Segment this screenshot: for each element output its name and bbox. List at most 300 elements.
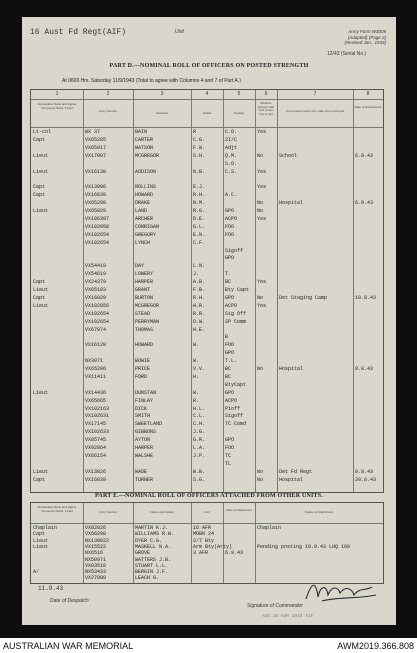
initials-cell: R.H. [193, 294, 206, 301]
column-header-army-number: Army Number [98, 510, 118, 514]
table-row [31, 366, 383, 373]
army-number-cell: VX66154 [85, 452, 107, 459]
form-identifier [306, 29, 386, 46]
initials-cell: W. [193, 342, 200, 349]
table-row [31, 200, 383, 207]
posting-cell: ACPO [225, 397, 238, 404]
surname-cell: DUNSTAN [135, 389, 157, 396]
name-cell: STUART L.L. [135, 562, 169, 569]
name-cell: DYER C.G. [135, 537, 163, 544]
name-cell: MARTIN K.J. [135, 525, 169, 531]
posting-cell: FOO [225, 231, 235, 238]
rank-cell: Capt [33, 294, 46, 301]
employment-cell: Hospital [279, 366, 304, 372]
surname-cell: BURTON [135, 294, 154, 301]
detachment-date-cell: 6.9.43 [355, 200, 374, 207]
posting-cell: GPO [225, 294, 235, 301]
posting-cell: FOO [225, 445, 235, 451]
posting-cell: GPO [225, 255, 235, 262]
posting-cell: T.L. [225, 358, 238, 365]
detachment-date-cell: 6.9.43 [355, 152, 374, 159]
present-cell: No [257, 468, 264, 475]
column-header-rank: Substantive Rank and Higher Temporary Rank, if held [37, 102, 77, 110]
table-row [31, 184, 383, 191]
initials-cell: H.L. [193, 405, 206, 412]
surname-cell: GRANT [135, 287, 151, 293]
received-stamp: AUG 10 A4M 1943 AIF [262, 614, 314, 619]
posting-cell: Sigoff [225, 413, 244, 420]
surname-cell: WADE [135, 468, 148, 475]
table-row [31, 169, 383, 176]
column-header-present: Whether present with Unit (insert Yes or No) [257, 101, 275, 116]
initials-cell: L.A. [193, 445, 206, 451]
table-row [31, 192, 383, 199]
army-number-cell: VX66298 [85, 531, 107, 538]
table-row [31, 248, 383, 255]
table-row [31, 311, 383, 318]
initials-cell: H.E. [193, 326, 206, 333]
army-number-cell: VX106307 [85, 215, 110, 222]
rank-cell: Capt [33, 136, 46, 143]
initials-cell: N.B. [193, 168, 206, 175]
initials-cell: D.E. [193, 215, 206, 222]
table-row [31, 208, 383, 215]
table-row [31, 350, 383, 357]
initials-cell: C.G. [193, 136, 206, 143]
col-number: 2 [106, 91, 110, 97]
detachment-date-cell: 9.8.43 [355, 468, 374, 475]
army-number-cell: VX65206 [85, 366, 107, 372]
surname-cell: LYNCH [135, 239, 151, 246]
document-page [22, 17, 396, 625]
table-row [31, 137, 383, 144]
table-row [31, 569, 383, 575]
army-number-cell: VX85745 [85, 437, 107, 444]
surname-cell: CORRIGAN [135, 223, 160, 230]
posting-cell: ACPO [225, 302, 238, 309]
initials-cell: S.G. [193, 476, 206, 483]
surname-cell: MCGREGOR [135, 152, 160, 159]
column-header-employment: If not present with Unit, state how employed [285, 109, 345, 113]
rank-cell: Lieut [33, 389, 49, 396]
detachment-date-cell: 9.8.43 [355, 366, 374, 372]
surname-cell: HOWARD [135, 342, 154, 349]
posting-cell: FOO [225, 342, 235, 349]
initials-cell: R. [193, 397, 200, 404]
posting-cell: C.O. [225, 129, 238, 135]
army-number-cell: VX13996 [85, 184, 107, 191]
name-cell: WATTERS J.B. [135, 556, 172, 563]
army-number-cell: VX17145 [85, 421, 107, 428]
column-header-unit: Unit [204, 510, 210, 514]
commander-signature-label: Signature of Commander [247, 603, 303, 609]
initials-cell: A.B. [193, 279, 206, 286]
army-number-cell: VX16039 [85, 192, 107, 199]
table-row [31, 445, 383, 452]
posting-cell: C.S. [225, 168, 238, 175]
initials-cell: J.G. [193, 429, 206, 436]
surname-cell: MCGREGOR [135, 302, 160, 309]
initials-cell: W. [193, 389, 200, 396]
rank-cell: Capt [33, 184, 46, 191]
army-number-cell: VX13826 [85, 468, 107, 475]
commander-signature [302, 577, 382, 607]
initials-cell: G.R. [193, 437, 206, 444]
table-row [31, 374, 383, 381]
table-row [31, 334, 383, 341]
posting-cell: Pioff [225, 405, 241, 412]
table-row [31, 216, 383, 223]
surname-cell: LOWERY [135, 271, 154, 278]
army-number-cell: VX102631 [85, 413, 110, 420]
initials-cell: R.H. [193, 192, 206, 199]
form-line: (Adapted) (Page 2) [347, 34, 386, 40]
unit-cell: 16 AFR [193, 525, 212, 531]
army-number-cell: VX16039 [85, 476, 107, 483]
surname-cell: HOWARD [135, 192, 154, 199]
surname-cell: DICK [135, 405, 148, 412]
present-cell: No [257, 208, 264, 214]
army-number-cell: VX102654 [85, 318, 110, 325]
employment-cell: Det Fd Regt [279, 468, 313, 475]
table-row [31, 437, 383, 444]
table-row [31, 477, 383, 484]
table-row [31, 469, 383, 476]
army-number-cell: NX138022 [85, 537, 110, 544]
col-number: 5 [237, 91, 241, 97]
army-number-cell: NX6516 [85, 550, 104, 557]
table-row [31, 382, 383, 389]
army-number-cell: VX17007 [85, 152, 107, 159]
detachment-date-cell: 10.8.43 [355, 294, 377, 301]
present-cell: Yes [257, 184, 267, 191]
initials-cell: C.L. [193, 413, 206, 420]
army-number-cell: VX65298 [85, 200, 107, 207]
unit-cell: 3 AFR [193, 550, 209, 557]
posting-cell: TC [225, 452, 232, 459]
detachment-date-cell: 20.8.43 [355, 476, 377, 483]
initials-cell: E.N. [193, 231, 206, 238]
column-header-attachment-date: Date of Attachment [226, 508, 252, 512]
surname-cell: BAIN [135, 129, 148, 135]
unit-cell: Arm Bty(Arty) [193, 543, 233, 550]
surname-cell: HARPER [135, 445, 154, 451]
archive-caption: AUSTRALIAN WAR MEMORIAL [3, 641, 134, 651]
army-number-cell: VX102856 [85, 302, 110, 309]
army-number-cell: VX67974 [85, 326, 107, 333]
initials-cell: F.W. [193, 144, 206, 151]
surname-cell: FORD [135, 373, 148, 380]
employment-cell: Det Staging Camp [279, 294, 328, 301]
surname-cell: WATSON [135, 144, 154, 151]
surname-cell: WALSHE [135, 452, 154, 459]
rank-cell: A/ [33, 569, 40, 576]
unit-value: 16 Aust Fd Regt(AIF) [30, 28, 127, 37]
army-number-cell: VX65029 [85, 208, 107, 214]
column-header-detachment-date: Date of Detachment [354, 105, 382, 109]
rank-cell: Lieut [33, 302, 49, 309]
employment-cell: Hospital [279, 476, 304, 483]
table-row [31, 279, 383, 286]
table-row [31, 398, 383, 405]
posting-cell: A.C. [225, 192, 238, 199]
posting-cell: Adjt [225, 144, 238, 151]
army-number-cell: VX65665 [85, 397, 107, 404]
part-d-subtitle: At 0600 Hrs. Saturday 11/9/1943 (Total to agree with Columns 4 and 7 of Part A.) [62, 78, 241, 84]
posting-cell: Bty Capt [225, 287, 250, 293]
rank-cell: Lt-col [33, 129, 52, 135]
initials-cell: H.R. [193, 302, 206, 309]
table-row [31, 342, 383, 349]
col-number: 3 [160, 91, 164, 97]
army-number-cell: VX92864 [85, 445, 107, 451]
attachment-nature-cell: Chaplain [257, 525, 282, 531]
army-number-cell: NX53433 [85, 569, 107, 576]
initials-cell: R.R. [193, 310, 206, 317]
surname-cell: GREGORY [135, 231, 157, 238]
army-number-cell: VX54410 [85, 263, 107, 270]
table-row [31, 413, 383, 420]
initials-cell: F.B. [193, 287, 206, 293]
col-number: 1 [55, 91, 59, 97]
rank-cell: Capt [33, 531, 46, 538]
surname-cell: THOMAS [135, 326, 154, 333]
table-row [31, 327, 383, 334]
present-cell: No [257, 366, 264, 372]
attachment-date-cell: 6.9.43 [225, 550, 244, 557]
rank-cell: Lieut [33, 537, 49, 544]
army-number-cell: NX3971 [85, 358, 104, 365]
present-cell: No [257, 152, 264, 159]
table-row [31, 263, 383, 270]
posting-cell: GPO [225, 437, 235, 444]
posting-cell: GPO [225, 350, 235, 357]
table-row [31, 550, 383, 556]
rank-cell: Lieut [33, 208, 49, 214]
initials-cell: G.L. [193, 223, 206, 230]
serial-number: 12/43 (Serial No.) [327, 51, 367, 57]
attachment-nature-cell: Pending posting 10.9.43 LHQ 160 [257, 543, 351, 550]
column-header-posting: Posting [233, 111, 244, 115]
column-header-army-number: Army Number [98, 109, 118, 113]
posting-cell: TL [225, 460, 232, 467]
employment-cell: School [279, 152, 298, 159]
army-number-cell: VX102654 [85, 310, 110, 317]
army-number-cell: VX65285 [85, 136, 107, 143]
col-number: 7 [313, 91, 317, 97]
rank-cell: Lieut [33, 168, 49, 175]
present-cell: No [257, 200, 264, 207]
army-number-cell: NX50971 [85, 556, 107, 563]
initials-cell: J.P. [193, 452, 206, 459]
army-number-cell: VX82026 [85, 525, 107, 531]
surname-cell: SWEETLAND [135, 421, 163, 428]
posting-cell: Sig Off [225, 310, 247, 317]
table-row [31, 461, 383, 468]
posting-cell: Sigoff [225, 247, 244, 254]
initials-cell: L.N. [193, 263, 206, 270]
present-cell: Yes [257, 215, 267, 222]
posting-cell: BC [225, 366, 232, 372]
table-row [31, 429, 383, 436]
name-cell: GROVE [135, 550, 151, 557]
army-number-cell: VX102654 [85, 231, 110, 238]
posting-cell: GPO [225, 208, 235, 214]
name-cell: MASKELL N.A. [135, 543, 172, 550]
table-row [31, 557, 383, 563]
table-row [31, 287, 383, 294]
table-row [31, 525, 383, 531]
table-row [31, 255, 383, 262]
table-row [31, 531, 383, 537]
army-number-cell: VX24379 [85, 279, 107, 286]
posting-cell: S.O. [225, 160, 238, 167]
army-number-cell: VX15522 [85, 543, 107, 550]
form-line: Army Form W3009 [348, 29, 386, 34]
employment-cell: Hospital [279, 200, 304, 207]
col-number: 6 [264, 91, 268, 97]
rank-cell: Lieut [33, 468, 49, 475]
surname-cell: BOWIE [135, 358, 151, 365]
table-row [31, 390, 383, 397]
table-row [31, 421, 383, 428]
surname-cell: TURNER [135, 476, 154, 483]
table-row [31, 453, 383, 460]
surname-cell: PRICE [135, 366, 151, 372]
rank-cell: Chaplain [33, 525, 58, 531]
unit-cell: MOBN 24 [193, 531, 215, 538]
surname-cell: ADDISON [135, 168, 157, 175]
army-number-cell: VX102163 [85, 405, 110, 412]
surname-cell: ROLLINS [135, 184, 157, 191]
surname-cell: SMITH [135, 413, 151, 420]
posting-cell: TC Comd [225, 421, 247, 428]
surname-cell: LAND [135, 208, 148, 214]
posting-cell: BC [225, 373, 232, 380]
unit-cell: 2/7 Bty [193, 537, 215, 544]
surname-cell: ARCHER [135, 215, 154, 222]
initials-cell: E.J. [193, 184, 206, 191]
table-row [31, 295, 383, 302]
part-d-title: PART D.—NOMINAL ROLL OF OFFICERS ON POSTED STRENGTH [109, 63, 309, 69]
column-header-initials: Initials [202, 111, 212, 115]
column-header-attachment-nature: Nature of Attachment [304, 510, 334, 514]
posting-cell: FOO [225, 223, 235, 230]
initials-cell: W.B. [193, 468, 206, 475]
table-row [31, 538, 383, 544]
table-row [31, 358, 383, 365]
present-cell: No [257, 476, 264, 483]
army-number-cell: VX16130 [85, 168, 107, 175]
army-number-cell: VX83510 [85, 562, 107, 569]
surname-cell: DAY [135, 263, 145, 270]
army-number-cell: VX14436 [85, 389, 107, 396]
unit-label: Unit [175, 29, 184, 35]
posting-cell: 2P Comm [225, 318, 247, 325]
initials-cell: C.F. [193, 239, 206, 246]
army-number-cell: VX65017 [85, 144, 107, 151]
posting-cell: T. [225, 271, 232, 278]
surname-cell: FINLAY [135, 397, 154, 404]
present-cell: Yes [257, 168, 267, 175]
initials-cell: J. [193, 271, 200, 278]
army-number-cell: VX27800 [85, 575, 107, 582]
army-number-cell: VX102958 [85, 223, 110, 230]
name-cell: WILLIAMS R.W. [135, 531, 175, 538]
surname-cell: AYTON [135, 437, 151, 444]
initials-cell: R.G. [193, 208, 206, 214]
initials-cell: N.M. [193, 200, 206, 207]
army-number-cell: VX16029 [85, 294, 107, 301]
initials-cell: R [193, 129, 197, 135]
table-row [31, 303, 383, 310]
initials-cell: S.H. [193, 152, 206, 159]
surname-cell: PERRYMAN [135, 318, 160, 325]
present-cell: Yes [257, 279, 267, 286]
posting-cell: Q.M. [225, 152, 238, 159]
table-row [31, 153, 383, 160]
posting-cell: BC [225, 279, 232, 286]
initials-cell: W. [193, 358, 200, 365]
rank-cell: Lieut [33, 543, 49, 550]
army-number-cell: VX102633 [85, 429, 110, 436]
table-row [31, 232, 383, 239]
part-d-table [30, 89, 384, 493]
archive-accession-number: AWM2019.366.808 [337, 641, 414, 651]
initials-cell: C.H. [193, 421, 206, 428]
army-number-cell: WX 37 [85, 129, 101, 135]
table-row [31, 563, 383, 569]
rank-cell: Capt [33, 279, 46, 286]
surname-cell: STEAD [135, 310, 151, 317]
table-row [31, 240, 383, 247]
present-cell: Yes [257, 302, 267, 309]
name-cell: LEACH G. [135, 575, 160, 582]
table-row [31, 145, 383, 152]
surname-cell: HARPER [135, 279, 154, 286]
initials-cell: V.V. [193, 366, 206, 372]
surname-cell: GIBBONS [135, 429, 157, 436]
army-number-cell: VX11411 [85, 373, 107, 380]
despatch-date-label: Date of Despatch [50, 598, 89, 604]
despatch-date: 11.9.43 [38, 585, 64, 592]
rank-cell: Capt [33, 476, 46, 483]
posting-cell: 2I/C [225, 136, 238, 143]
present-cell: No [257, 294, 264, 301]
posting-cell: ACPO [225, 215, 238, 222]
army-number-cell: VX16128 [85, 342, 107, 349]
army-number-cell: VX102654 [85, 239, 110, 246]
rank-cell: Lieut [33, 152, 49, 159]
army-number-cell: VX54619 [85, 271, 107, 278]
posting-cell: BtyCapt [225, 381, 247, 388]
part-e-title: PART E.—NOMINAL ROLL OF OFFICERS ATTACHED FROM OTHER UNITS. [95, 493, 323, 499]
col-number: 8 [366, 91, 370, 97]
name-cell: BERGIN J.F. [135, 569, 169, 576]
army-number-cell: VX65183 [85, 287, 107, 293]
table-row [31, 161, 383, 168]
table-row [31, 406, 383, 413]
table-row [31, 176, 383, 183]
posting-cell: GPO [225, 389, 235, 396]
column-header-surname: Surname [155, 111, 169, 115]
form-line: (Revised Jan., 1943) [344, 40, 386, 45]
table-row [31, 319, 383, 326]
table-row [31, 544, 383, 550]
column-header-name: Name and Initials [150, 510, 174, 514]
table-row [31, 129, 383, 136]
surname-cell: DRAKE [135, 200, 151, 207]
